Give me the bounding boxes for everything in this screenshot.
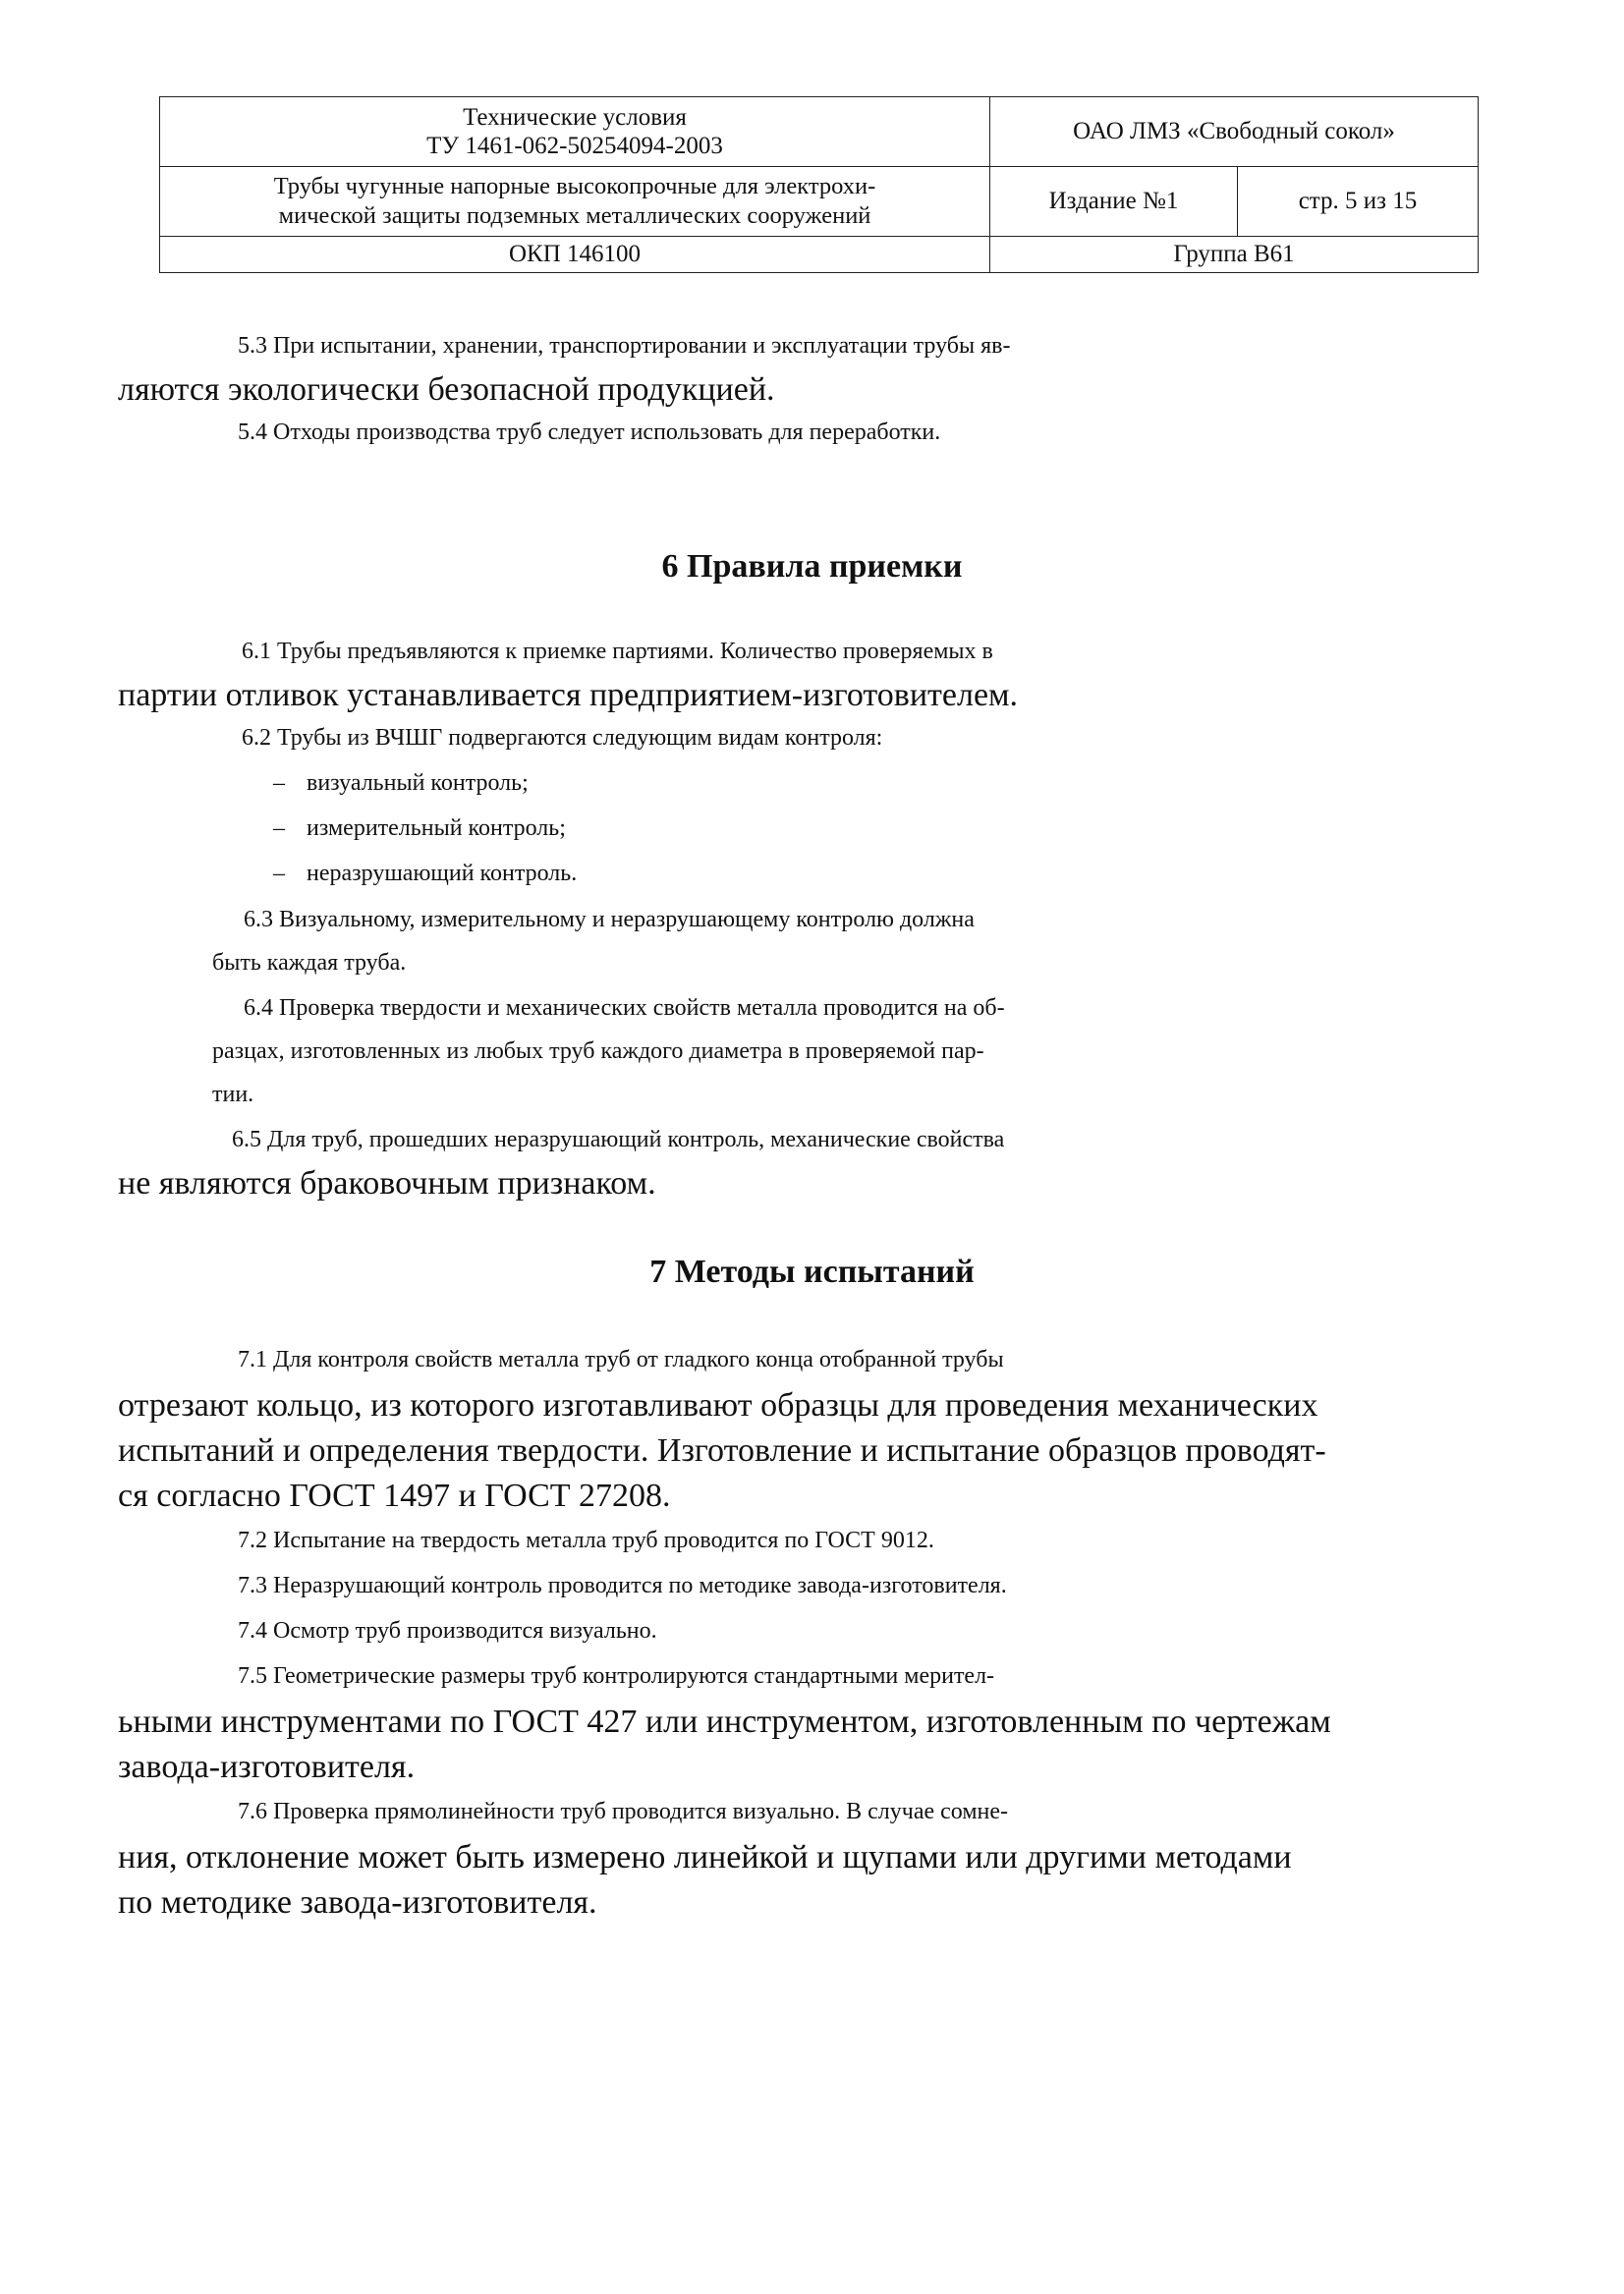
para-7-2-line1: 7.2 Испытание на твердость металла труб проводится по ГОСТ 9012.: [238, 1528, 934, 1553]
okp-code: ОКП 146100: [508, 241, 642, 267]
company-name: ОАО ЛМЗ «Свободный сокол»: [1073, 118, 1395, 144]
para-7-1-line2: отрезают кольцо, из которого изготавливают образцы для проведения механических: [118, 1387, 1318, 1424]
para-7-1-line3: испытаний и определения твердости. Изготовление и испытание образцов проводят-: [118, 1432, 1326, 1469]
list-item-nondestructive: [273, 852, 1624, 896]
para-7-1-line4: ся согласно ГОСТ 1497 и ГОСТ 27208.: [118, 1478, 671, 1514]
section-6-heading: 6 Правила приемки: [661, 548, 963, 585]
para-7-6-line2: ния, отклонение может быть измерено линейкой и щупами или другими методами: [118, 1839, 1292, 1875]
para-7-5-line1: 7.5 Геометрические размеры труб контролируются стандартными мерител-: [238, 1663, 995, 1689]
edition-cell: [990, 167, 1238, 237]
product-line1: Трубы чугунные напорные высокопрочные для электрохи-: [273, 173, 876, 199]
para-6-4-line1: 6.4 Проверка твердости и механических свойств металла проводится на об-: [244, 995, 1005, 1021]
product-line2: мической защиты подземных металлических сооружений: [278, 202, 871, 229]
para-7-5-line2: ьными инструментами по ГОСТ 427 или инструментом, изготовленным по чертежам: [118, 1704, 1331, 1740]
para-6-1-line1: 6.1 Трубы предъявляются к приемке партиями. Количество проверяемых в: [242, 639, 993, 664]
para-6-3-line1: 6.3 Визуальному, измерительному и неразрушающему контролю должна: [244, 907, 975, 932]
list-item-label: визуальный контроль;: [307, 770, 529, 796]
list-item-label: неразрушающий контроль.: [307, 861, 578, 886]
group-cell: [990, 237, 1479, 273]
doc-type-line1: Технические условия: [463, 104, 687, 131]
para-7-3-line1: 7.3 Неразрушающий контроль проводится по методике завода-изготовителя.: [238, 1573, 1007, 1598]
product-cell: [160, 167, 990, 237]
para-6-1-line2: партии отливок устанавливается предприятием-изготовителем.: [118, 677, 1019, 713]
para-5-3-line2: ляются экологически безопасной продукцией.: [118, 371, 775, 408]
doc-type-line2: ТУ 1461-062-50254094-2003: [426, 133, 723, 159]
para-6-5-line2: не являются браковочным признаком.: [118, 1165, 656, 1202]
para-6-2-line1: 6.2 Трубы из ВЧШГ подвергаются следующим видам контроля:: [242, 725, 883, 751]
para-5-3-line1: 5.3 При испытании, хранении, транспортировании и эксплуатации трубы яв-: [238, 333, 1011, 359]
para-6-3-line2: быть каждая труба.: [212, 950, 407, 976]
list-item-visual: [273, 761, 1624, 806]
edition-number: Издание №1: [1048, 188, 1179, 214]
para-6-5-line1: 6.5 Для труб, прошедших неразрушающий контроль, механические свойства: [232, 1127, 1005, 1152]
list-marker: –: [273, 815, 285, 841]
list-marker: –: [273, 861, 285, 886]
para-7-6-line3: по методике завода-изготовителя.: [118, 1884, 597, 1921]
page-number: стр. 5 из 15: [1298, 188, 1418, 214]
company-cell: [990, 97, 1479, 167]
okp-cell: [160, 237, 990, 273]
para-6-4-line3: тии.: [212, 1082, 254, 1107]
para-7-1-line1: 7.1 Для контроля свойств металла труб от гладкого конца отобранной трубы: [238, 1347, 1004, 1372]
list-marker: –: [273, 770, 285, 796]
para-5-4-line1: 5.4 Отходы производства труб следует использовать для переработки.: [238, 420, 941, 445]
section-7-heading: 7 Методы испытаний: [649, 1254, 975, 1290]
header-table: [159, 96, 1479, 273]
group-code: Группа В61: [1173, 241, 1295, 267]
para-7-4-line1: 7.4 Осмотр труб производится визуально.: [238, 1618, 657, 1644]
page-cell: [1238, 167, 1479, 237]
para-6-4-line2: разцах, изготовленных из любых труб каждого диаметра в проверяемой пар-: [212, 1038, 984, 1064]
list-item-measurement: [273, 807, 1624, 851]
list-item-label: измерительный контроль;: [307, 815, 566, 841]
doc-type-cell: [160, 97, 990, 167]
para-7-5-line3: завода-изготовителя.: [118, 1749, 416, 1785]
para-7-6-line1: 7.6 Проверка прямолинейности труб проводится визуально. В случае сомне-: [238, 1799, 1009, 1824]
